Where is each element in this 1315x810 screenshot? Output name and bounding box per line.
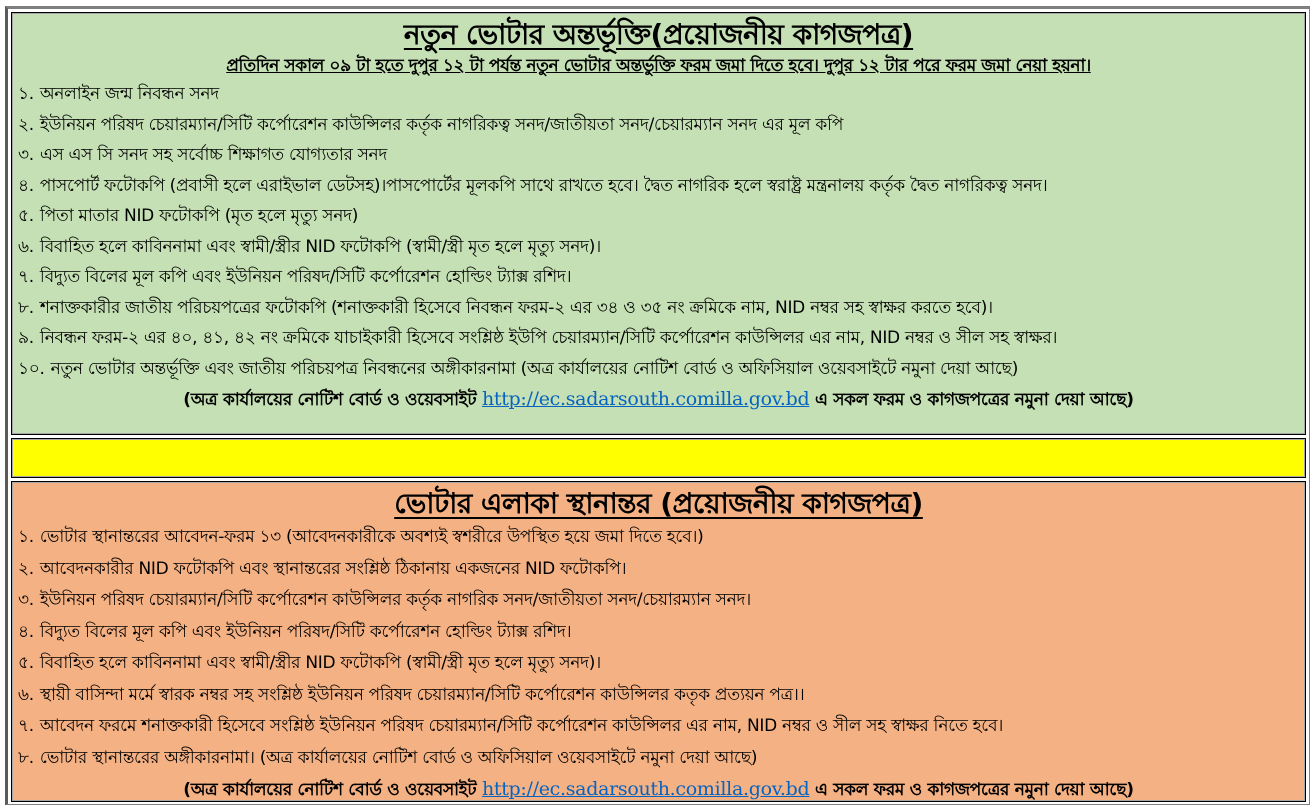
- item-number: ৪.: [18, 621, 34, 642]
- list-item: [18, 232, 1305, 263]
- list-item: [18, 680, 1305, 712]
- item-number: ৫.: [18, 653, 34, 673]
- item-text: ইউনিয়ন পরিষদ চেয়ারম্যান/সিটি কর্পোরেশন কাউন্সিলর কর্তৃক নাগরিকত্ব সনদ/জাতীয়তা সনদ/চেয়ারম্যান সনদ এর মূল কপি: [39, 114, 844, 135]
- list-item: [18, 648, 1305, 680]
- list-item: [18, 617, 1305, 649]
- voter-transfer-requirements-list: [12, 522, 1305, 774]
- website-link[interactable]: http://ec.sadarsouth.comilla.gov.bd: [481, 388, 810, 410]
- new-voter-subtitle-text: প্রতিদিন সকাল ০৯ টা হতে দুপুর ১২ টা পর্যন্ত নতুন ভোটার অন্তর্ভুক্তি ফরম জমা দিতে হবে। দুপুর ১২ টার পরে ফরম জমা নেয়া হয়না।: [226, 56, 1091, 76]
- item-text: শনাক্তকারীর জাতীয় পরিচয়পত্রের ফটোকপি (শনাক্তকারী হিসেবে নিবন্ধন ফরম-২ এর ৩৪ ও ৩৫ নং ক্রমিকে নাম, NID নম্বর সহ স্বাক্ষর করতে হবে)।: [39, 297, 993, 318]
- list-item: [18, 171, 1305, 202]
- item-number: ২.: [18, 114, 34, 135]
- item-number: ৬.: [18, 684, 34, 705]
- footer-suffix: এ সকল ফরম ও কাগজপত্রের নমুনা দেয়া আছে): [809, 780, 1134, 800]
- new-voter-title: [12, 17, 1305, 53]
- item-text: বিবাহিত হলে কাবিননামা এবং স্বামী/স্ত্রীর NID ফটোকপি (স্বামী/স্ত্রী মৃত হলে মৃত্যু সনদ)।: [39, 236, 601, 257]
- item-text: বিদ্যুত বিলের মূল কপি এবং ইউনিয়ন পরিষদ/সিটি কর্পোরেশন হোল্ডিং ট্যাক্স রশিদ।: [39, 267, 572, 287]
- item-number: ৮.: [18, 297, 34, 318]
- item-number: ৩.: [18, 145, 34, 165]
- list-item: [18, 293, 1305, 324]
- list-item: [18, 554, 1305, 586]
- list-item: [18, 140, 1305, 171]
- item-number: ৮.: [18, 747, 34, 768]
- voter-transfer-footer-note: [12, 774, 1305, 805]
- item-number: ৬.: [18, 236, 34, 257]
- new-voter-subtitle: [12, 53, 1305, 79]
- new-voter-title-text: নতুন ভোটার অন্তর্ভূক্তি(প্রয়োজনীয় কাগজপত্র): [403, 18, 914, 51]
- list-item: [18, 110, 1305, 141]
- item-text: ভোটার স্থানান্তরের অঙ্গীকারনামা। (অত্র কার্যালয়ের নোটিশ বোর্ড ও অফিসিয়াল ওয়েবসাইটে নমুনা দেয়া আছে): [39, 747, 758, 768]
- item-text: পিতা মাতার NID ফটোকপি (মৃত হলে মৃত্যু সনদ): [39, 206, 359, 226]
- item-number: ৯.: [18, 328, 34, 348]
- item-number: ৫.: [18, 206, 34, 226]
- list-item: [18, 201, 1305, 232]
- new-voter-requirements-list: [12, 79, 1305, 384]
- separator-band: [11, 438, 1306, 478]
- item-text: ইউনিয়ন পরিষদ চেয়ারম্যান/সিটি কর্পোরেশন কাউন্সিলর কর্তৃক নাগরিক সনদ/জাতীয়তা সনদ/চেয়ারম্যান সনদ।: [39, 590, 751, 610]
- footer-prefix: (অত্র কার্যালয়ের নোটিশ বোর্ড ও ওয়েবসাইট: [183, 780, 482, 800]
- website-link[interactable]: http://ec.sadarsouth.comilla.gov.bd: [481, 778, 810, 800]
- list-item: [18, 323, 1305, 354]
- list-item: [18, 585, 1305, 617]
- item-text: নিবন্ধন ফরম-২ এর ৪০, ৪১, ৪২ নং ক্রমিকে যাচাইকারী হিসেবে সংশ্লিষ্ঠ ইউপি চেয়ারম্যান/সিটি কর্পোরেশন কাউন্সিলর এর নাম, NID নম্বর ও সীল সহ স্বাক্ষর।: [39, 328, 1058, 348]
- new-voter-footer-note: [12, 384, 1305, 415]
- list-item: [18, 743, 1305, 775]
- item-number: ১০.: [18, 358, 45, 379]
- list-item: [18, 262, 1305, 293]
- list-item: [18, 354, 1305, 385]
- item-text: বিবাহিত হলে কাবিননামা এবং স্বামী/স্ত্রীর NID ফটোকপি (স্বামী/স্ত্রী মৃত হলে মৃত্যু সনদ)।: [39, 653, 601, 673]
- item-text: আবেদন ফরমে শনাক্তকারী হিসেবে সংশ্লিষ্ঠ ইউনিয়ন পরিষদ চেয়ারম্যান/সিটি কর্পোরেশন কাউন্সিলর এর নাম, NID নম্বর ও সীল সহ স্বাক্ষর নিতে হবে।: [39, 716, 1004, 736]
- new-voter-section: [11, 12, 1306, 435]
- item-number: ৪.: [18, 175, 34, 196]
- item-text: এস এস সি সনদ সহ সর্বোচ্চ শিক্ষাগত যোগ্যতার সনদ: [39, 145, 388, 165]
- list-item: [18, 711, 1305, 743]
- notice-sheet: [5, 6, 1310, 805]
- item-text: অনলাইন জন্ম নিবন্ধন সনদ: [39, 84, 219, 104]
- item-text: পাসপোর্ট ফটোকপি (প্রবাসী হলে এরাইভাল ডেটসহ)।পাসপোর্টের মূলকপি সাথে রাখতে হবে। দ্বৈত নাগরিক হলে স্বরাষ্ট্র মন্ত্রনালয় কর্তৃক দ্বৈত নাগরিকত্ব সনদ।: [39, 175, 1048, 196]
- footer-suffix: এ সকল ফরম ও কাগজপত্রের নমুনা দেয়া আছে): [809, 390, 1134, 410]
- voter-transfer-section: [11, 481, 1306, 802]
- item-number: ৩.: [18, 590, 34, 610]
- list-item: [18, 79, 1305, 110]
- item-number: ১.: [18, 84, 34, 104]
- item-text: বিদ্যুত বিলের মূল কপি এবং ইউনিয়ন পরিষদ/সিটি কর্পোরেশন হোল্ডিং ট্যাক্স রশিদ।: [39, 621, 572, 642]
- item-number: ২.: [18, 558, 34, 579]
- item-number: ৭.: [18, 267, 34, 287]
- voter-transfer-title: [12, 486, 1305, 522]
- item-number: ৭.: [18, 716, 34, 736]
- item-number: ১.: [18, 527, 34, 547]
- list-item: [18, 522, 1305, 554]
- item-text: নতুন ভোটার অন্তর্ভূক্তি এবং জাতীয় পরিচয়পত্র নিবন্ধনের অঙ্গীকারনামা (অত্র কার্যালয়ের নোটিশ বোর্ড ও অফিসিয়াল ওয়েবসাইটে নমুনা দেয়া আছে): [50, 358, 1019, 379]
- item-text: স্থায়ী বাসিন্দা মর্মে স্বারক নম্বর সহ সংশ্লিষ্ঠ ইউনিয়ন পরিষদ চেয়ারম্যান/সিটি কর্পোরেশন কাউন্সিলর কতৃক প্রত্যয়ন পত্র।।: [39, 684, 805, 705]
- item-text: ভোটার স্থানান্তরের আবেদন-ফরম ১৩ (আবেদনকারীকে অবশ্যই স্বশরীরে উপস্থিত হয়ে জমা দিতে হবে।): [39, 527, 704, 547]
- voter-transfer-title-text: ভোটার এলাকা স্থানান্তর (প্রয়োজনীয় কাগজপত্র): [394, 487, 923, 520]
- footer-prefix: (অত্র কার্যালয়ের নোটিশ বোর্ড ও ওয়েবসাইট: [183, 390, 482, 410]
- item-text: আবেদনকারীর NID ফটোকপি এবং স্থানান্তরের সংশ্লিষ্ঠ ঠিকানায় একজনের NID ফটোকপি।: [39, 558, 627, 579]
